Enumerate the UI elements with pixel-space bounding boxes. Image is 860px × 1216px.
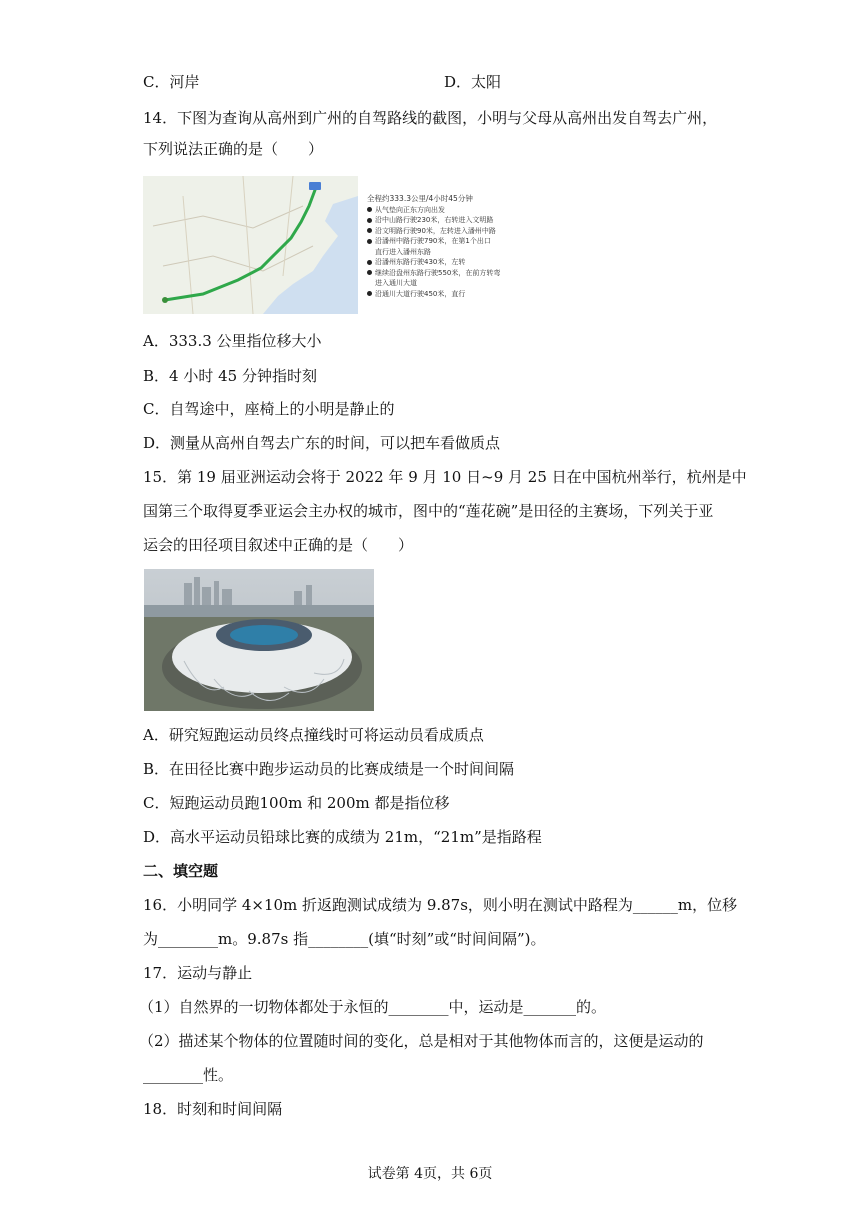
page-footer: 试卷第 4页，共 6页 xyxy=(367,1166,493,1182)
q14-option-d: D．测量从高州自驾去广东的时间，可以把车看做质点 xyxy=(143,434,501,452)
q13-option-c: C．河岸 xyxy=(143,73,200,91)
q16-line1: 16．小明同学 4×10m 折返跑测试成绩为 9.87s，则小明在测试中路程为______m，位移 xyxy=(143,896,738,914)
q17-part2-line1: （2）描述某个物体的位置随时间的变化，总是相对于其他物体而言的，这便是运动的 xyxy=(139,1032,704,1050)
route-summary: 全程约333.3公里/4小时45分钟 xyxy=(367,194,473,203)
bullet-icon xyxy=(367,228,372,233)
q14-option-c: C．自驾途中，座椅上的小明是静止的 xyxy=(143,400,395,418)
route-step: 进入通川大道 xyxy=(375,279,417,287)
q17-part1: （1）自然界的一切物体都处于永恒的________中，运动是_______的。 xyxy=(139,998,607,1016)
q15-option-d: D．高水平运动员铅球比赛的成绩为 21m，“21m”是指路程 xyxy=(143,828,542,846)
route-map-figure xyxy=(143,176,515,314)
q17-title: 17．运动与静止 xyxy=(143,964,253,982)
q15-option-b: B．在田径比赛中跑步运动员的比赛成绩是一个时间间隔 xyxy=(143,760,515,778)
q13-option-d: D．太阳 xyxy=(444,73,502,91)
q14-option-a: A．333.3 公里指位移大小 xyxy=(143,332,322,350)
q14-stem-line1: 14．下图为查询从高州到广州的自驾路线的截图，小明与父母从高州出发自驾去广州， xyxy=(143,109,718,127)
q14-option-b: B．4 小时 45 分钟指时刻 xyxy=(143,367,317,385)
q15-stem-line1: 15．第 19 届亚洲运动会将于 2022 年 9 月 10 日~9 月 25 日在中国杭州举行，杭州是中 xyxy=(143,468,747,486)
stadium-illustration xyxy=(144,569,374,711)
q17-part2-line2: ________性。 xyxy=(143,1066,234,1084)
q15-stem-line3: 运会的田径项目叙述中正确的是（ ） xyxy=(143,536,414,554)
bullet-icon xyxy=(367,291,372,296)
q14-stem-line2: 下列说法正确的是（ ） xyxy=(143,140,324,158)
route-directions-panel xyxy=(367,194,527,299)
route-map xyxy=(143,176,358,314)
bullet-icon xyxy=(367,207,372,212)
section-title: 二、填空题 xyxy=(143,862,219,880)
route-step: 沿中山路行驶230米，右转进入文明路 xyxy=(375,216,494,224)
map-drawing xyxy=(143,176,358,314)
bullet-icon xyxy=(367,239,372,244)
stadium-photo xyxy=(144,569,374,711)
bullet-icon xyxy=(367,260,372,265)
q18-title: 18．时刻和时间间隔 xyxy=(143,1100,283,1118)
route-step: 沿潘州中路行驶790米，在第1个出口 xyxy=(375,237,491,245)
q15-option-a: A．研究短跑运动员终点撞线时可将运动员看成质点 xyxy=(143,726,484,744)
route-step: 沿文明路行驶90米，左转进入潘州中路 xyxy=(375,226,496,235)
q15-option-c: C．短跑运动员跑100m 和 200m 都是指位移 xyxy=(143,794,450,812)
route-step: 沿通川大道行驶450米，直行 xyxy=(375,289,466,298)
q16-line2: 为________m。9.87s 指________(填“时刻”或“时间间隔”)。 xyxy=(143,930,546,948)
q15-stem-line2: 国第三个取得夏季亚运会主办权的城市，图中的“莲花碗”是田径的主赛场，下列关于亚 xyxy=(143,502,714,520)
route-step: 沿潘州东路行驶430米，左转 xyxy=(375,258,466,266)
bullet-icon xyxy=(367,270,372,275)
route-step: 继续沿盘州东路行驶550米，在前方转弯 xyxy=(375,268,501,277)
route-step: 直行进入潘州东路 xyxy=(375,247,431,256)
route-step: 从气垫向正东方向出发 xyxy=(375,205,445,214)
bullet-icon xyxy=(367,218,372,223)
